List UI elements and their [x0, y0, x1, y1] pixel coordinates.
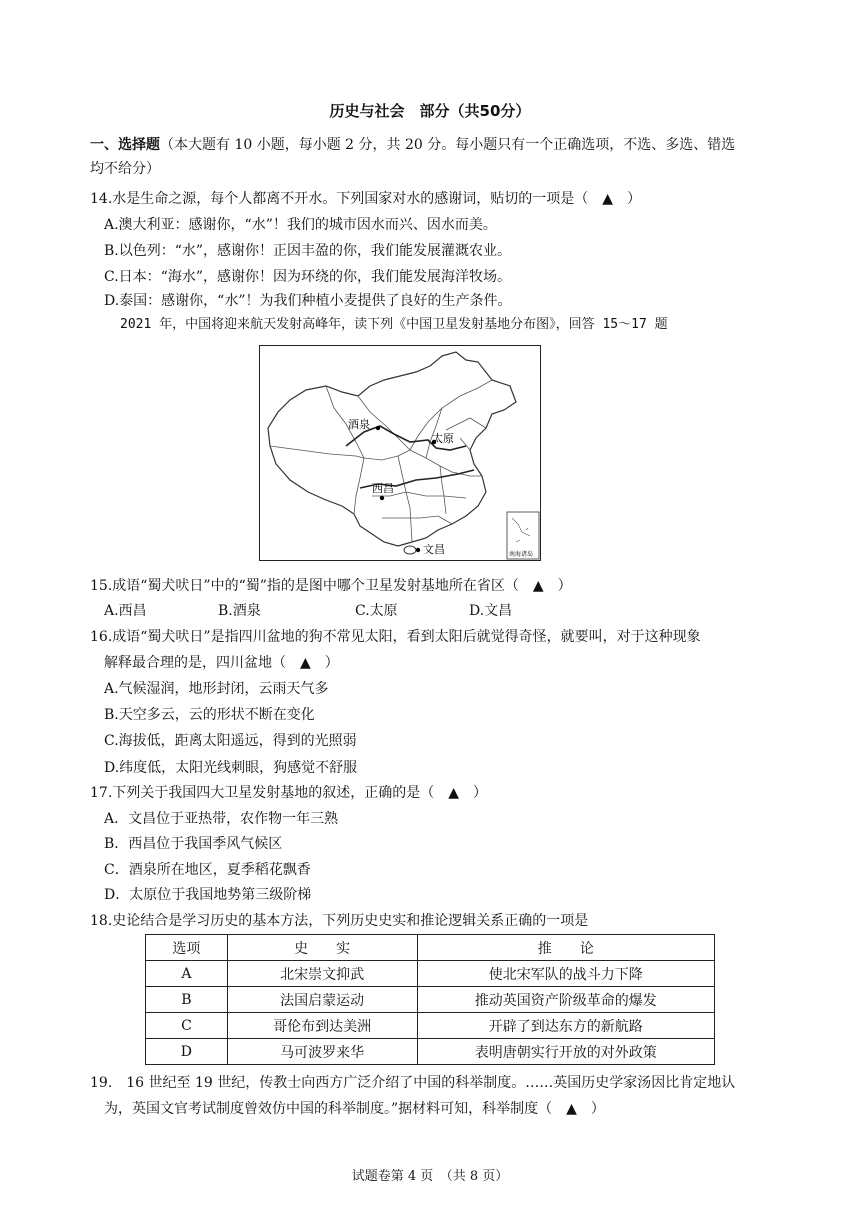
row-option: C — [146, 1013, 228, 1039]
label-taiyuan: 太原 — [432, 432, 454, 445]
table-row — [146, 1013, 715, 1039]
q17-stem: 17.下列关于我国四大卫星发射基地的叙述，正确的是（ ▲ ） — [90, 785, 488, 801]
row-fact: 北宋崇文抑武 — [227, 961, 417, 987]
row-inference: 开辟了到达东方的新航路 — [417, 1013, 714, 1039]
label-wenchang: 文昌 — [423, 543, 445, 556]
q19-stem-line1: 19. 16 世纪至 19 世纪，传教士向西方广泛介绍了中国的科举制度。……英国历史学家汤因比肯定地认 — [90, 1075, 736, 1091]
label-xichang: 西昌 — [372, 482, 394, 495]
q15-option-a: A.西昌 — [104, 603, 147, 619]
satellite-base-map — [259, 345, 541, 561]
header-option: 选项 — [146, 935, 228, 961]
q15-stem: 15.成语“蜀犬吠日”中的“蜀”指的是图中哪个卫星发射基地所在省区（ ▲ ） — [90, 578, 572, 594]
q16-option-b: B.天空多云，云的形状不断在变化 — [104, 707, 315, 723]
xichang-marker — [380, 496, 384, 500]
section-instructions — [90, 134, 735, 156]
q17-option-a: A．文昌位于亚热带，农作物一年三熟 — [104, 811, 339, 827]
q16-stem-line2: 解释最合理的是，四川盆地（ ▲ ） — [104, 655, 339, 671]
province-boundaries — [270, 380, 492, 542]
q16-stem-line1: 16.成语“蜀犬吠日”是指四川盆地的狗不常见太阳，看到太阳后就觉得奇怪，就要叫，对于这种现象 — [90, 629, 701, 645]
wenchang-marker — [416, 548, 420, 552]
row-fact: 法国启蒙运动 — [227, 987, 417, 1013]
table-row — [146, 961, 715, 987]
row-inference: 使北宋军队的战斗力下降 — [417, 961, 714, 987]
country-outline — [268, 352, 516, 546]
q17-option-d: D．太原位于我国地势第三级阶梯 — [104, 887, 312, 903]
row-option: B — [146, 987, 228, 1013]
rivers — [346, 426, 474, 488]
row-fact: 马可波罗来华 — [227, 1039, 417, 1065]
china-map-graphic — [260, 346, 540, 560]
instructions-text-2: 均不给分） — [90, 161, 160, 177]
table-header-row — [146, 935, 715, 961]
q16-option-c: C.海拔低，距离太阳遥远，得到的光照弱 — [104, 733, 357, 749]
jiuquan-marker — [376, 426, 380, 430]
instructions-text-1: （本大题有 10 小题，每小题 2 分，共 20 分。每小题只有一个正确选项，不选、多选、错选 — [160, 137, 736, 153]
q14-option-a: A.澳大利亚：感谢你，“水”！我们的城市因水而兴、因水而美。 — [104, 217, 497, 233]
q14-option-c: C.日本：“海水”，感谢你！因为环绕的你，我们能发展海洋牧场。 — [104, 269, 511, 285]
q18-stem: 18.史论结合是学习历史的基本方法，下列历史史实和推论逻辑关系正确的一项是 — [90, 913, 589, 929]
q18-table — [145, 934, 715, 1065]
section-title: 历史与社会 部分（共50分） — [329, 102, 531, 120]
row-fact: 哥伦布到达美洲 — [227, 1013, 417, 1039]
section-heading: 一、选择题 — [90, 137, 160, 153]
q14-option-d: D.泰国：感谢你，“水”！为我们种植小麦提供了良好的生产条件。 — [104, 293, 512, 309]
row-inference: 推动英国资产阶级革命的爆发 — [417, 987, 714, 1013]
map-lead-in: 2021 年，中国将迎来航天发射高峰年，读下列《中国卫星发射基地分布图》，回答 15～17 题 — [120, 317, 668, 332]
table-row — [146, 987, 715, 1013]
row-option: D — [146, 1039, 228, 1065]
q15-option-c: C.太原 — [355, 603, 398, 619]
q17-option-b: B．西昌位于我国季风气候区 — [104, 836, 283, 852]
q14-stem: 14.水是生命之源，每个人都离不开水。下列国家对水的感谢词，贴切的一项是（ ▲ ） — [90, 191, 642, 207]
header-fact: 史 实 — [227, 935, 417, 961]
header-inference: 推 论 — [417, 935, 714, 961]
q16-option-a: A.气候湿润，地形封闭，云雨天气多 — [104, 681, 329, 697]
page-footer: 试题卷第 4 页 （共 8 页） — [351, 1169, 509, 1184]
q14-option-b: B.以色列：“水”，感谢你！正因丰盈的你，我们能发展灌溉农业。 — [104, 243, 512, 259]
q19-stem-line2: 为，英国文官考试制度曾效仿中国的科举制度。”据材料可知，科举制度（ ▲ ） — [104, 1101, 605, 1117]
inset-label: 南海诸岛 — [509, 551, 534, 558]
row-inference: 表明唐朝实行开放的对外政策 — [417, 1039, 714, 1065]
q17-option-c: C．酒泉所在地区，夏季稻花飘香 — [104, 862, 311, 878]
q15-option-d: D.文昌 — [469, 603, 513, 619]
table-row — [146, 1039, 715, 1065]
q16-option-d: D.纬度低，太阳光线刺眼，狗感觉不舒服 — [104, 760, 358, 776]
label-jiuquan: 酒泉 — [348, 418, 370, 431]
q15-option-b: B.酒泉 — [218, 603, 261, 619]
hainan-island — [404, 546, 416, 554]
row-option: A — [146, 961, 228, 987]
